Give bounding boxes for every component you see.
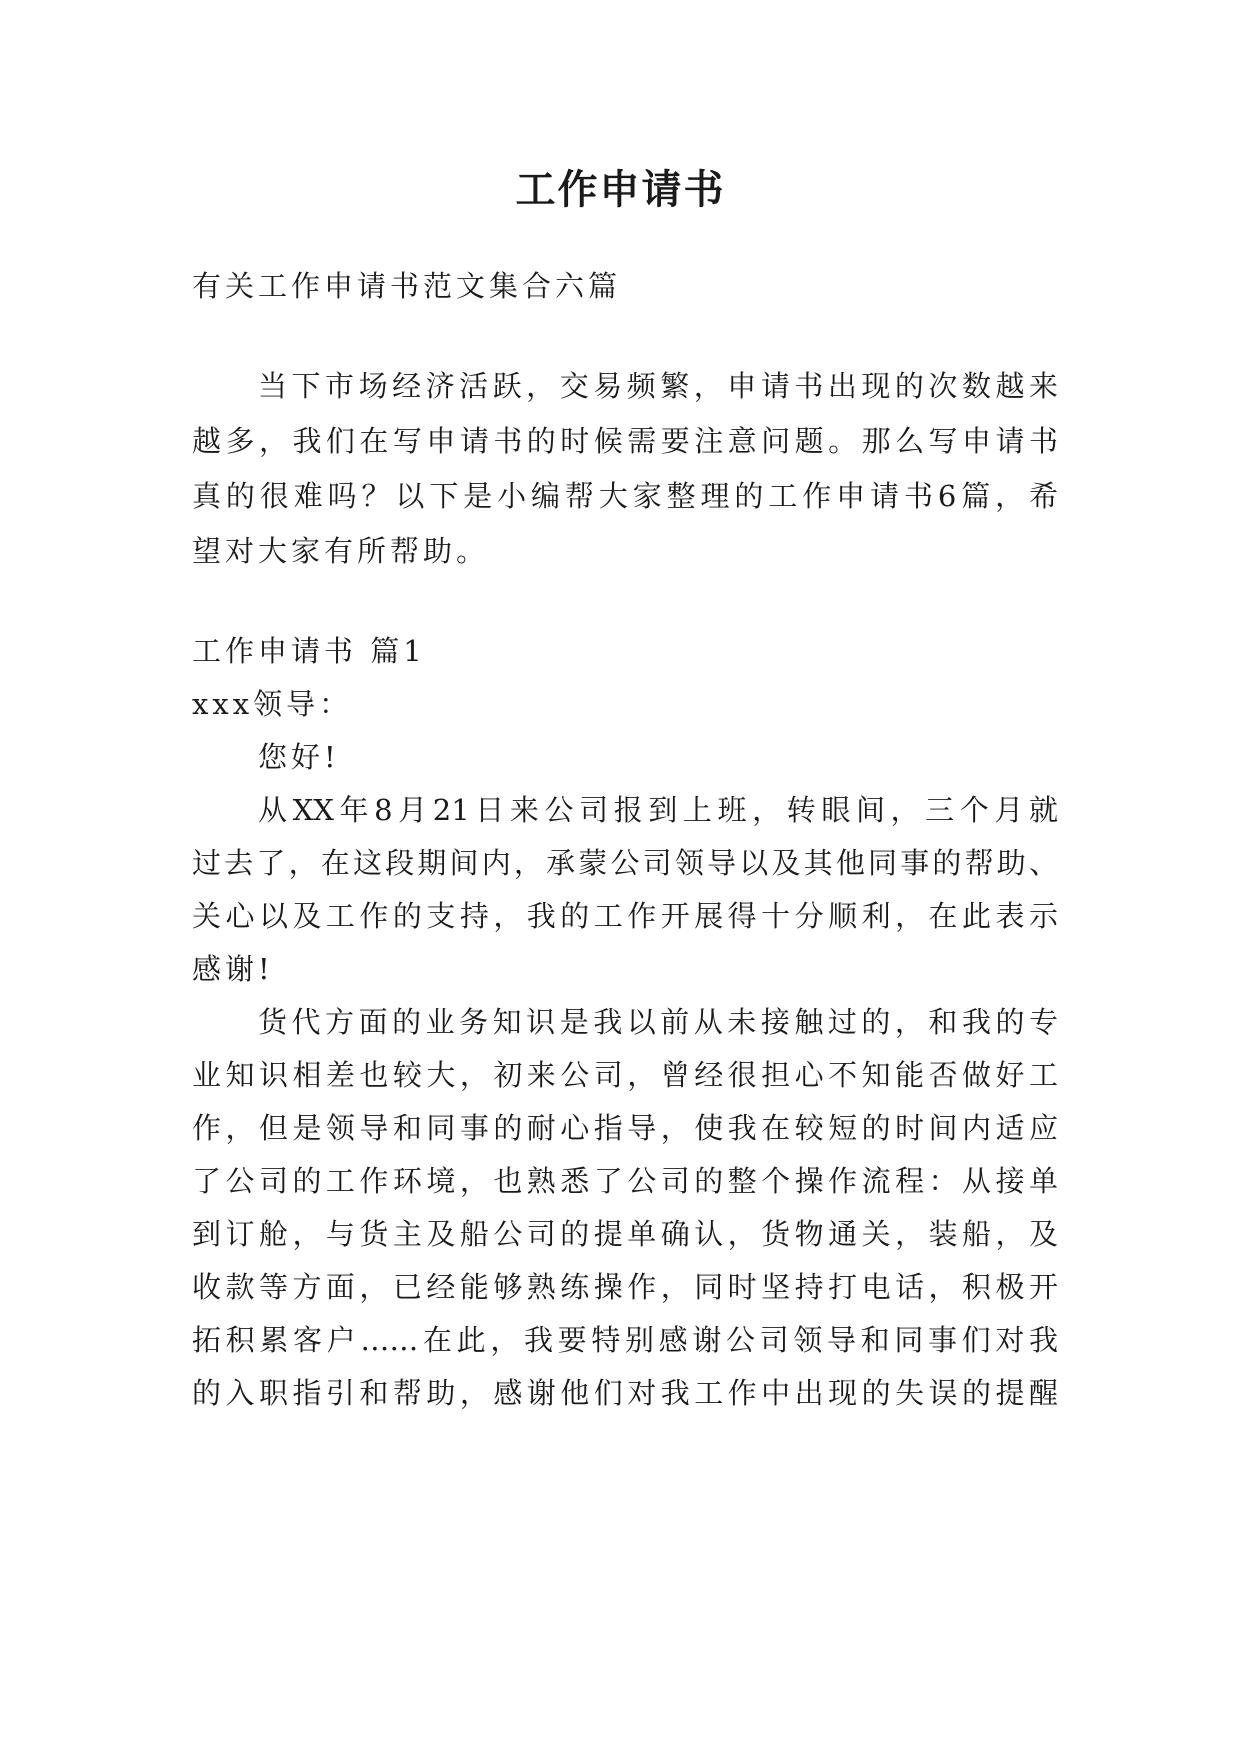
intro-line: 望对大家有所帮助。 [192, 534, 490, 568]
para1-line: 关心以及工作的支持，我的工作开展得十分顺利，在此表示 [192, 899, 1058, 933]
para2-line: 业知识相差也较大，初来公司，曾经很担心不知能否做好工 [192, 1058, 1058, 1092]
salutation: xxx领导： [192, 687, 353, 721]
para2-line: 拓积累客户……在此，我要特别感谢公司领导和同事们对我 [192, 1323, 1058, 1357]
para2-line: 到订舱，与货主及船公司的提单确认，货物通关，装船，及 [192, 1217, 1058, 1251]
para2-line: 的入职指引和帮助，感谢他们对我工作中出现的失误的提醒 [192, 1376, 1058, 1410]
document-title: 工作申请书 [515, 167, 726, 213]
greeting: 您好! [258, 740, 340, 774]
para1-line: 从XX年8月21日来公司报到上班，转眼间，三个月就 [258, 793, 1058, 827]
subtitle: 有关工作申请书范文集合六篇 [192, 269, 622, 303]
section-heading: 工作申请书 篇1 [192, 634, 426, 668]
intro-line: 当下市场经济活跃，交易频繁，申请书出现的次数越来 [258, 369, 1058, 403]
para2-line: 了公司的工作环境，也熟悉了公司的整个操作流程：从接单 [192, 1164, 1058, 1198]
intro-line: 真的很难吗？以下是小编帮大家整理的工作申请书6篇，希 [192, 479, 1058, 513]
intro-line: 越多，我们在写申请书的时候需要注意问题。那么写申请书 [192, 424, 1058, 458]
para2-line: 收款等方面，已经能够熟练操作，同时坚持打电话，积极开 [192, 1270, 1058, 1304]
para2-line: 作，但是领导和同事的耐心指导，使我在较短的时间内适应 [192, 1111, 1058, 1145]
para1-line: 过去了，在这段期间内，承蒙公司领导以及其他同事的帮助、 [192, 846, 1058, 880]
para1-line: 感谢! [192, 952, 274, 986]
para2-line: 货代方面的业务知识是我以前从未接触过的，和我的专 [258, 1005, 1058, 1039]
